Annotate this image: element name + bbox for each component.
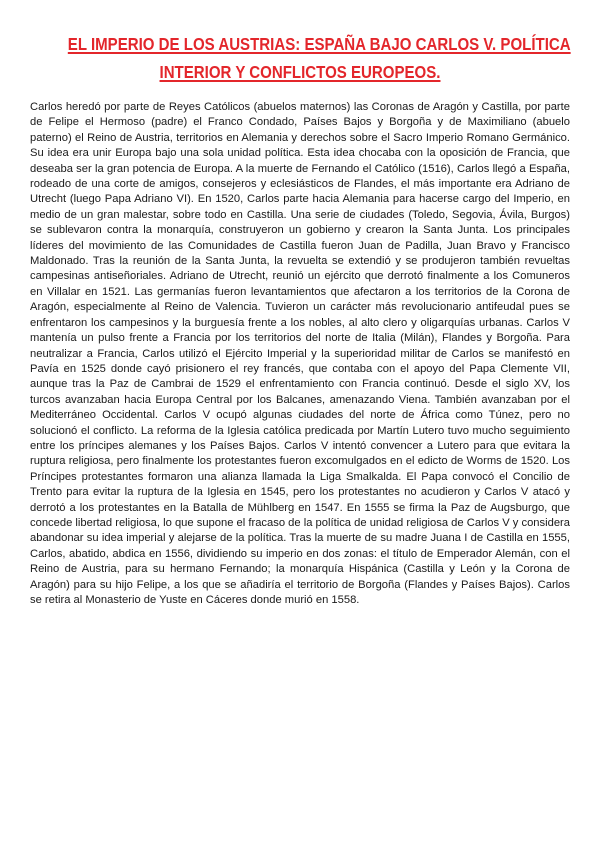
title-line-2: INTERIOR Y CONFLICTOS EUROPEOS. bbox=[159, 62, 441, 82]
title-line-1: EL IMPERIO DE LOS AUSTRIAS: ESPAÑA BAJO CARLOS V. POLÍTICA bbox=[67, 34, 571, 54]
body-paragraph: Carlos heredó por parte de Reyes Católicos (abuelos maternos) las Coronas de Aragón y Castilla, por parte de Felipe el Hermoso (padre) el Franco Condado, Países Bajos y Borgoña y de Maximiliano (abuelo paterno) el Reino de Austria, territorios en Alemania y derechos sobre el Sacro Imperio Romano Germánico. Su idea era unir Europa bajo una sola unidad política. Esta idea chocaba con la oposición de Francia, que deseaba ser la gran potencia de Europa. A la muerte de Fernando el Católico (1516), Carlos llegó a España, rodeado de una corte de amigos, consejeros y eclesiásticos de Flandes, el más importante era Adriano de Utrecht (luego Papa Adriano VI). En 1520, Carlos parte hacia Alemania para hacerse cargo del Imperio, en medio de un gran malestar, sobre todo en Castilla. Una serie de ciudades (Toledo, Segovia, Ávila, Burgos) se sublevaron contra la monarquía, construyeron un gobierno y crearon la Santa Junta. Los principales líderes del movimiento de las Comunidades de Castilla fueron Juan de Padilla, Juan Bravo y Francisco Maldonado. Tras la reunión de la Santa Junta, la revuelta se extendió y se produjeron también revueltas campesinas antiseñoriales. Adriano de Utrecht, reunió un ejército que derrotó finalmente a los Comuneros en Villalar en 1521. Las germanías fueron levantamientos que afectaron a los territorios de la Corona de Aragón, especialmente al Reino de Valencia. Tuvieron un carácter más revolucionario antifeudal pues se enfrentaron los campesinos y la burguesía frente a los nobles, al alto clero y oligarquías urbanas. Carlos V mantenía un pulso frente a Francia por los territorios del norte de Italia (Milán), Flandes y Borgoña. Para neutralizar a Francia, Carlos utilizó el Ejército Imperial y la superioridad militar de Carlos se manifestó en Pavía en 1525 donde cayó prisionero el rey francés, que contaba con el apoyo del Papa Clemente VII, aunque tras la Paz de Cambrai de 1529 el enfrentamiento con Francia continuó. Desde el siglo XV, los turcos avanzaban hacia Europa Central por los Balcanes, amenazando Viena. También avanzaban por el Mediterráneo Occidental. Carlos V ocupó algunas ciudades del norte de África como Túnez, pero no solucionó el conflicto. La reforma de la Iglesia católica predicada por Martín Lutero tuvo mucho seguimiento entre los príncipes alemanes y los Países Bajos. Carlos V intentó convencer a Lutero para que evitara la ruptura religiosa, pero finalmente los protestantes fueron excomulgados en el edicto de Worms de 1520. Los Príncipes protestantes formaron una alianza llamada la Liga Smalkalda. El Papa convocó el Concilio de Trento para evitar la ruptura de la Iglesia en 1545, pero los protestantes no acudieron y Carlos V atacó y derrotó a los protestantes en la Batalla de Mühlberg en 1547. En 1555 se firma la Paz de Augsburgo, que concede libertad religiosa, lo que supone el fracaso de la política de unidad religiosa de Carlos V y considera abandonar su idea imperial y alejarse de la política. Tras la muerte de su madre Juana I de Castilla en 1555, Carlos, abatido, abdica en 1556, dividiendo su imperio en dos zonas: el título de Emperador Alemán, con el Reino de Austria, para su hermano Fernando; la monarquía Hispánica (Castilla y León y la Corona de Aragón) para su hijo Felipe, a los que se añadiría el territorio de Borgoña (Flandes y Países Bajos). Carlos se retira al Monasterio de Yuste en Cáceres donde murió en 1558. bbox=[30, 101, 570, 606]
document-title bbox=[67, 30, 571, 86]
